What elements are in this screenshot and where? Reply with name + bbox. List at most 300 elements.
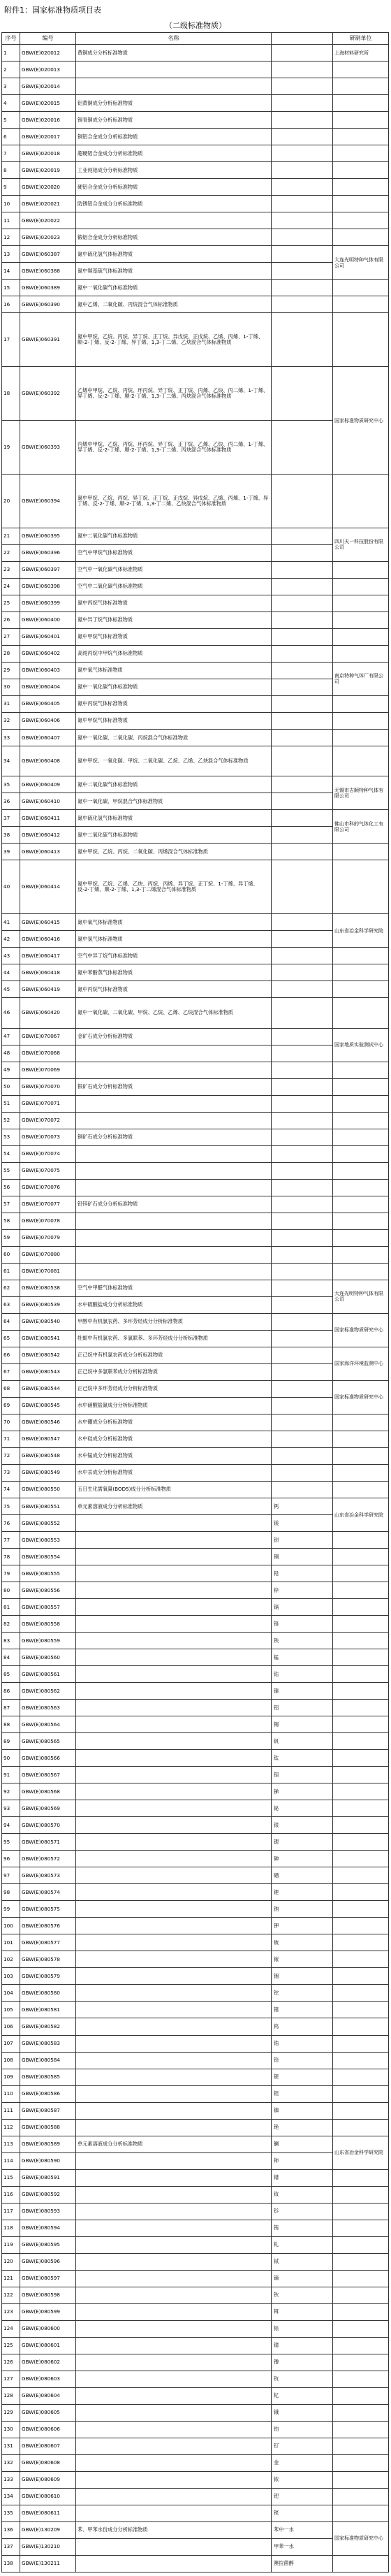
row-unit: 无锡市吉顺特种气体有限公司 [333,776,389,810]
row-name: 防锈铝合金成分分析标准物质 [76,196,272,212]
row-unit [333,2505,389,2521]
row-unit [333,1767,389,1783]
row-element [272,1213,333,1229]
table-row [2,2287,389,2303]
row-number: 124 [2,2320,20,2337]
row-code: GBW(E)080565 [20,1733,76,1750]
row-name [76,1767,272,1783]
row-name: 铅锌矿石成分分析标准物质 [76,1196,272,1213]
table-row [2,1431,389,1447]
table-row [2,1196,389,1213]
row-number: 42 [2,931,20,948]
row-code: GBW(E)080604 [20,2387,76,2404]
table-row [2,1078,389,1095]
row-code: GBW(E)060414 [20,860,76,914]
table-row [2,1313,389,1330]
row-unit [333,1213,389,1229]
row-code: GBW(E)060389 [20,280,76,296]
row-number: 62 [2,1280,20,1296]
row-code: GBW(E)080547 [20,1431,76,1447]
row-element: 镉 [272,1599,333,1616]
row-code: GBW(E)080540 [20,1313,76,1330]
row-unit [333,78,389,95]
row-code: GBW(E)080554 [20,1549,76,1565]
row-element [272,1162,333,1179]
table-row [2,793,389,810]
row-code: GBW(E)060416 [20,931,76,948]
row-element [272,844,333,860]
table-row [2,1968,389,1985]
row-unit [333,1129,389,1145]
row-name [76,1246,272,1263]
row-number: 108 [2,2052,20,2069]
row-unit: 上海材料研究所 [333,45,389,61]
row-unit [333,695,389,712]
row-unit [333,2354,389,2371]
row-name [76,1918,272,1934]
row-number: 88 [2,1716,20,1733]
row-code: GBW(E)060391 [20,313,76,367]
row-element: 铍 [272,1934,333,1951]
row-name: 氮中氢气体标准物质 [76,931,272,948]
row-element [272,296,333,313]
table-row [2,2102,389,2119]
row-name [76,2505,272,2521]
row-code: GBW(E)080590 [20,2152,76,2169]
row-unit [333,1414,389,1431]
row-code: GBW(E)060420 [20,998,76,1028]
table-row [2,2203,389,2220]
row-name [76,2152,272,2169]
row-code: GBW(E)080542 [20,1347,76,1363]
row-code: GBW(E)080603 [20,2371,76,2387]
table-row [2,1700,389,1716]
row-element: 钽 [272,2085,333,2102]
table-row [2,931,389,948]
row-number: 8 [2,162,20,179]
row-name [76,1901,272,1918]
row-name [76,1565,272,1582]
row-unit [333,61,389,78]
row-number: 117 [2,2203,20,2220]
row-unit: 山东省冶金科学研究院 [333,2136,389,2169]
row-code: GBW(E)080598 [20,2287,76,2303]
row-name: 氮中二氧化硫气体标准物质 [76,827,272,844]
row-element: 钬 [272,2287,333,2303]
row-code: GBW(E)060388 [20,263,76,280]
row-code: GBW(E)080606 [20,2421,76,2438]
row-name: 氮中羰基硫气体标准物质 [76,263,272,280]
row-unit [333,1884,389,1901]
row-code: GBW(E)060404 [20,679,76,695]
row-unit [333,2220,389,2236]
table-row [2,2236,389,2253]
row-number: 104 [2,1985,20,2002]
row-element: 硒 [272,1867,333,1884]
row-name [76,2471,272,2488]
row-number: 26 [2,612,20,628]
row-code: GBW(E)080579 [20,1968,76,1985]
row-code: GBW(E)080552 [20,1515,76,1532]
row-code: GBW(E)080550 [20,1481,76,1498]
row-unit [333,112,389,129]
row-name: 氮中二氧化碳气体标准物质 [76,528,272,544]
table-row [2,1649,389,1666]
row-element: 银 [272,1817,333,1834]
row-number: 53 [2,1129,20,1145]
row-number: 67 [2,1363,20,1380]
row-element: 铱 [272,2471,333,2488]
row-code: GBW(E)080601 [20,2337,76,2354]
row-unit [333,1666,389,1683]
table-row [2,212,389,229]
row-code: GBW(E)080556 [20,1582,76,1599]
row-number: 64 [2,1313,20,1330]
row-element: 铌 [272,2069,333,2085]
row-unit [333,1716,389,1733]
table-row [2,1582,389,1599]
row-name [76,1633,272,1649]
row-number: 22 [2,544,20,561]
row-number: 43 [2,948,20,964]
row-code: GBW(E)070073 [20,1129,76,1145]
row-name: 氮中丙烷气体标准物质 [76,981,272,998]
row-element: 铈 [272,2152,333,2169]
row-unit [333,2102,389,2119]
row-number: 110 [2,2085,20,2102]
row-number: 118 [2,2220,20,2236]
row-name [76,2538,272,2555]
table-row [2,2035,389,2052]
row-unit [333,645,389,662]
row-element [272,931,333,948]
row-unit [333,1464,389,1481]
row-element [272,948,333,964]
row-number: 50 [2,1078,20,1095]
table-row [2,179,389,196]
row-number: 133 [2,2471,20,2488]
row-number: 37 [2,810,20,827]
row-element [272,860,333,914]
row-name: 水中硼成分分析标准物质 [76,1414,272,1431]
row-element [272,1414,333,1431]
row-element [272,61,333,78]
row-name [76,1045,272,1062]
row-unit [333,1196,389,1213]
row-name [76,1968,272,1985]
row-code: GBW(E)060407 [20,730,76,746]
row-number: 73 [2,1464,20,1481]
row-element [272,645,333,662]
row-name: 锡青铜成分分析标准物质 [76,112,272,129]
row-name: 牡蛎中有机氯农药、多氯联苯、多环芳烃成分分析标准物质 [76,1330,272,1347]
row-unit: 国家海洋环境监测中心 [333,1347,389,1380]
row-number: 114 [2,2152,20,2169]
row-code: GBW(E)080539 [20,1296,76,1313]
row-element [272,313,333,367]
row-unit [333,1733,389,1750]
row-element: 钙 [272,1498,333,1515]
row-element [272,95,333,112]
row-number: 101 [2,1934,20,1951]
row-number: 9 [2,179,20,196]
row-element: 锆 [272,2035,333,2052]
row-code: GBW(E)080549 [20,1464,76,1481]
row-element: 钯 [272,2488,333,2505]
row-code: GBW(E)080591 [20,2169,76,2186]
row-code: GBW(E)080581 [20,2002,76,2018]
row-number: 74 [2,1481,20,1498]
table-row [2,2404,389,2421]
row-code: GBW(E)080599 [20,2303,76,2320]
row-number: 14 [2,263,20,280]
table-row [2,2253,389,2270]
row-element [272,578,333,595]
row-name: 高纯丙烷中甲烷气体标准物质 [76,645,272,662]
table-row [2,1683,389,1700]
row-element [272,1363,333,1380]
row-code: GBW(E)060410 [20,793,76,810]
row-element [272,162,333,179]
table-row [2,1817,389,1834]
row-unit [333,313,389,367]
row-unit [333,2488,389,2505]
row-name: 氮中丙烷气体标准物质 [76,695,272,712]
row-name [76,1616,272,1633]
row-name: 锻铝合金成分分析标准物质 [76,229,272,246]
row-code: GBW(E)080574 [20,1884,76,1901]
row-name: 氮中氧气体标准物质 [76,662,272,679]
row-code: GBW(E)060411 [20,810,76,827]
row-number: 2 [2,61,20,78]
row-code: GBW(E)080580 [20,1985,76,2002]
row-code: GBW(E)070074 [20,1145,76,1162]
table-row [2,313,389,367]
row-element [272,474,333,528]
row-name: 铜铝合金成分分析标准物质 [76,129,272,145]
row-name [76,1145,272,1162]
row-name: 氮中甲烷气体标准物质 [76,628,272,645]
row-name [76,61,272,78]
row-unit [333,2186,389,2203]
table-row [2,45,389,61]
table-row [2,1767,389,1783]
row-code: GBW(E)080541 [20,1330,76,1347]
row-code: GBW(E)080569 [20,1800,76,1817]
row-number: 21 [2,528,20,544]
row-element [272,1145,333,1162]
row-element [272,628,333,645]
row-number: 127 [2,2371,20,2387]
col-header-code: 编号 [20,33,76,45]
row-code: GBW(E)130209 [20,2521,76,2538]
row-number: 112 [2,2119,20,2136]
row-code: GBW(E)080609 [20,2471,76,2488]
table-row [2,2119,389,2136]
row-number: 135 [2,2505,20,2521]
row-unit [333,474,389,528]
row-code: GBW(E)070079 [20,1229,76,1246]
table-row [2,844,389,860]
row-name: 氮中硫化氢气体标准物质 [76,246,272,263]
row-element: 铪 [272,2052,333,2069]
row-code: GBW(E)060399 [20,595,76,612]
row-number: 137 [2,2538,20,2555]
row-name: 正己烷中多氯联苯成分分析标准物质 [76,1363,272,1380]
row-name [76,1095,272,1112]
row-element [272,145,333,162]
row-code: GBW(E)080576 [20,1918,76,1934]
row-element [272,1296,333,1313]
row-code: GBW(E)060405 [20,695,76,712]
row-code: GBW(E)080546 [20,1414,76,1431]
row-element [272,196,333,212]
table-row [2,612,389,628]
row-code: GBW(E)020017 [20,129,76,145]
row-code: GBW(E)070080 [20,1246,76,1263]
row-element: 钛 [272,1750,333,1767]
row-element: 钪 [272,2371,333,2387]
row-name: 丙烯中甲烷、乙烷、丙烷、环丙烷、异丁烷、正丁烷、乙烯、乙炔、丙二烯、1-丁烯、异丁烯、反-2-丁烯、顺-2-丁烯、1,3-丁二烯、丙炔混合气体标准物质 [76,421,272,475]
attachment-title: 附件1：国家标准物质项目表 [4,6,101,15]
row-number: 69 [2,1397,20,1414]
row-unit [333,964,389,981]
row-element [272,179,333,196]
row-code: GBW(E)080538 [20,1280,76,1296]
row-element: 镧 [272,2136,333,2152]
row-number: 70 [2,1414,20,1431]
row-code: GBW(E)130211 [20,2555,76,2572]
row-code: GBW(E)080593 [20,2203,76,2220]
row-element [272,1028,333,1045]
row-code: GBW(E)060417 [20,948,76,964]
row-unit [333,2471,389,2488]
row-number: 131 [2,2438,20,2454]
table-row [2,544,389,561]
row-unit [333,1112,389,1129]
row-unit [333,2287,389,2303]
row-number: 98 [2,1884,20,1901]
table-row [2,1129,389,1145]
table-row [2,1666,389,1683]
row-number: 95 [2,1834,20,1851]
row-name [76,1716,272,1733]
row-number: 55 [2,1162,20,1179]
table-row [2,561,389,578]
row-number: 30 [2,679,20,695]
row-number: 1 [2,45,20,61]
row-name [76,2052,272,2069]
table-row [2,998,389,1028]
row-code: GBW(E)060419 [20,981,76,998]
table-row [2,1213,389,1229]
row-code: GBW(E)080572 [20,1851,76,1867]
row-element [272,367,333,421]
row-number: 79 [2,1565,20,1582]
row-code: GBW(E)060418 [20,964,76,981]
row-number: 91 [2,1767,20,1783]
table-row [2,1934,389,1951]
row-element: 钼 [272,1767,333,1783]
row-number: 13 [2,246,20,263]
row-unit: 大连光明特种气体有限公司 [333,246,389,280]
row-number: 23 [2,561,20,578]
row-name [76,2186,272,2203]
row-name: 氮中甲烷、乙烷、丙烷、异丁烷、正丁烷、异戊烷、正戊烷、乙烯、丙烯、1-丁烯、顺-2-丁烯、反-2-丁烯、异丁烯、1,3-丁二烯、乙炔混合气体标准物质 [76,313,272,367]
table-row [2,129,389,145]
table-row [2,1549,389,1565]
table-row [2,1716,389,1733]
row-code: GBW(E)080575 [20,1901,76,1918]
table-row [2,1867,389,1884]
row-number: 27 [2,628,20,645]
row-number: 54 [2,1145,20,1162]
row-element [272,730,333,746]
row-code: GBW(E)020021 [20,196,76,212]
row-number: 85 [2,1666,20,1683]
table-row [2,263,389,280]
row-unit [333,1582,389,1599]
row-name [76,2337,272,2354]
row-element [272,212,333,229]
row-name: 氮中二氧化碳气体标准物质 [76,776,272,793]
row-name [76,1162,272,1179]
row-code: GBW(E)080566 [20,1750,76,1767]
row-code: GBW(E)080561 [20,1666,76,1683]
row-code: GBW(E)060415 [20,914,76,931]
table-row [2,61,389,78]
row-unit [333,981,389,998]
table-row [2,1800,389,1817]
row-element [272,1380,333,1397]
table-row [2,2521,389,2538]
row-code: GBW(E)060408 [20,746,76,776]
table-row [2,1397,389,1414]
row-number: 65 [2,1330,20,1347]
row-code: GBW(E)020012 [20,45,76,61]
row-code: GBW(E)080587 [20,2102,76,2119]
row-element [272,45,333,61]
row-name [76,1213,272,1229]
table-row [2,595,389,612]
row-number: 97 [2,1867,20,1884]
row-name [76,2270,272,2287]
row-code: GBW(E)060412 [20,827,76,844]
row-number: 93 [2,1800,20,1817]
row-name: 氮中一氧化碳气体标准物质 [76,280,272,296]
row-element: 铒 [272,2303,333,2320]
table-row [2,2152,389,2169]
row-name [76,78,272,95]
row-name [76,2253,272,2270]
row-unit [333,129,389,145]
table-row [2,2069,389,2085]
row-code: GBW(E)080578 [20,1951,76,1968]
row-unit: 南京特种气体厂有限公司 [333,662,389,695]
row-code: GBW(E)080553 [20,1532,76,1549]
row-number: 34 [2,746,20,776]
row-number: 116 [2,2186,20,2203]
table-row [2,474,389,528]
row-unit [333,1431,389,1447]
row-number: 125 [2,2337,20,2354]
table-row [2,95,389,112]
row-name: 氮中甲烷、乙烷、丙烷、异丁烷、正丁烷、正戊烷、异戊烷、乙烯、丙烯、1-丁烯、异丁烯、反-2-丁烯、顺-2-丁烯、1,3-丁二烯、乙炔混合气体标准物质 [76,474,272,528]
row-name: 氮中一氧化碳、二氧化碳、丙烷混合气体标准物质 [76,730,272,746]
row-unit [333,578,389,595]
row-code: GBW(E)080584 [20,2052,76,2069]
row-name [76,2421,272,2438]
